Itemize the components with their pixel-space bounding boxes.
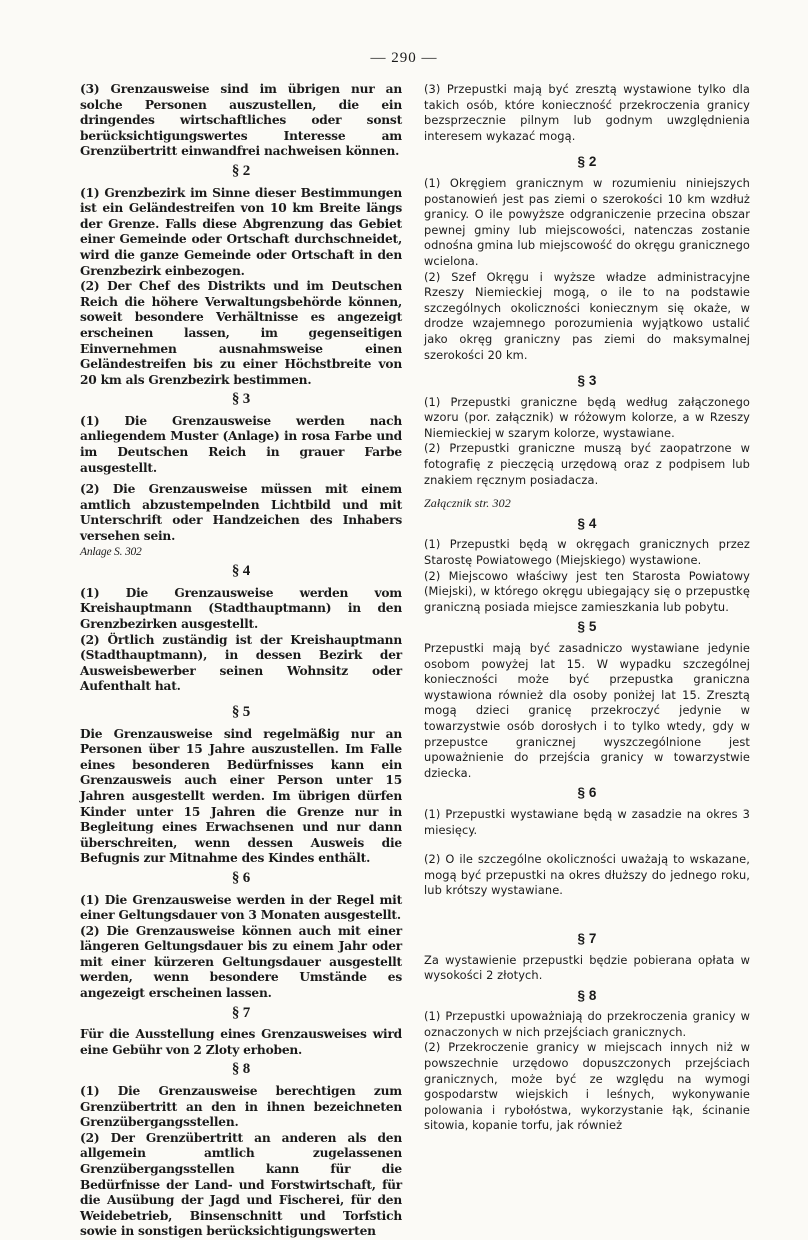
pl-section-6-heading: § 6 — [577, 785, 597, 801]
de-annex-reference: Anlage S. 302 — [80, 545, 142, 558]
pl-section-4-heading: § 4 — [577, 515, 597, 531]
de-section-5-heading: § 5 — [231, 703, 251, 720]
pl-s8-paragraph-1: (1) Przepustki upoważniają do przekroczenia granicy w oznaczonych w nich przejściach granicznych. — [424, 1009, 750, 1039]
de-section-8-heading: § 8 — [231, 1061, 251, 1078]
de-section-7-heading: § 7 — [231, 1004, 251, 1021]
de-s4-paragraph-1: (1) Die Grenzausweise werden vom Kreishauptmann (Stadthauptmann) in den Grenzbezirken ausgestellt. — [80, 585, 402, 631]
pl-section-7-heading: § 7 — [577, 930, 597, 946]
pl-s1-paragraph-3: (3) Przepustki mają być zresztą wystawione tylko dla takich osób, które konieczność przekroczenia granicy bezsprzecznie pilnym lub godnym uwzględnienia interesem wykazać mogą. — [424, 82, 750, 143]
pl-s3-paragraph-1: (1) Przepustki graniczne będą według załączonego wzoru (por. załącznik) w różowym kolorze, a w Rzeszy Niemieckiej w szarym kolorze, wystawiane. — [424, 394, 750, 440]
de-s5-paragraph-1: Die Grenzausweise sind regelmäßig nur an Personen über 15 Jahre auszustellen. Im Falle eines besonderen Bedürfnisses kann ein Grenzausweis auch einer Person unter 15 Jahren ausgestellt werden. Im übrigen dürfen Kinder unter 15 Jahren die Grenze nur in Begleitung eines Erwachsenen und nur dann überschreiten, wenn dessen Ausweis die Befugnis zur Mitnahme des Kindes enthält. — [80, 726, 402, 866]
german-column — [80, 82, 402, 1239]
polish-column — [424, 82, 750, 1172]
pl-s2-paragraph-2: (2) Szef Okręgu i wyższe władze administracyjne Rzeszy Niemieckiej mogą, o ile to na podstawie szczególnych okoliczności koniecznym się okaże, w drodze wzajemnego porozumienia wyjątkowo ustalić jako okręg graniczny pas ziemi do maksymalnej szerokości 20 km. — [424, 269, 750, 362]
pl-annex-reference: Załącznik str. 302 — [424, 496, 511, 511]
de-s8-paragraph-1: (1) Die Grenzausweise berechtigen zum Grenzübertritt an den in ihnen bezeichneten Grenzübergangsstellen. — [80, 1084, 402, 1130]
de-s7-paragraph-1: Für die Ausstellung eines Grenzausweises wird eine Gebühr von 2 Zloty erhoben. — [80, 1027, 402, 1057]
pl-s4-paragraph-1: (1) Przepustki będą w okręgach granicznych przez Starostę Powiatowego (Miejskiego) wystawione. — [424, 537, 750, 568]
pl-s6-paragraph-2: (2) O ile szczególne okoliczności uważają to wskazane, mogą być przepustki na okres dłuższy do jednego roku, lub krótszy wystawiane. — [424, 852, 750, 898]
pl-s2-paragraph-1: (1) Okręgiem granicznym w rozumieniu niniejszych postanowień jest pas ziemi o szerokości 10 km wzdłuż granicy. O ile powyższe odgraniczenie przecina obszar pewnej gminy lub miejscowości, natenczas zostanie odnośna gmina lub miejscowość do okręgu granicznego wcielona. — [424, 175, 750, 268]
de-s3-paragraph-2: (2) Die Grenzausweise müssen mit einem amtlich abzustempelnden Lichtbild und mit Unterschrift oder Handzeichen des Inhabers versehen sein. — [80, 482, 402, 544]
de-s6-paragraph-2: (2) Die Grenzausweise können auch mit einer längeren Geltungsdauer bis zu einem Jahr oder mit einer kürzeren Geltungsdauer ausgestellt werden, wenn besondere Umstände es angezeigt erscheinen lassen. — [80, 923, 402, 1001]
pl-s6-paragraph-1: (1) Przepustki wystawiane będą w zasadzie na okres 3 miesięcy. — [424, 806, 750, 837]
de-s8-paragraph-2: (2) Der Grenzübertritt an anderen als den allgemein amtlich zugelassenen Grenzübergangsstellen kann für die Bedürfnisse der Land- und Forstwirtschaft, für die Ausübung der Jagd und Fischerei, für den Weidebetrieb, Binsenschnitt und Torfstich sowie in sonstigen berücksichtigungswerten — [80, 1130, 402, 1239]
de-s1-paragraph-3: (3) Grenzausweise sind im übrigen nur an solche Personen auszustellen, die ein dringendes wirtschaftliches oder sonst berücksichtigungswertes Interesse am Grenzübertritt einwandfrei nachweisen können. — [80, 82, 402, 159]
de-section-3-heading: § 3 — [231, 391, 251, 408]
de-s2-paragraph-1: (1) Grenzbezirk im Sinne dieser Bestimmungen ist ein Geländestreifen von 10 km Breite längs der Grenze. Falls diese Abgrenzung das Gebiet einer Gemeinde oder Ortschaft durchschneidet, wird die ganze Gemeinde oder Ortschaft in den Grenzbezirk einbezogen. — [80, 185, 402, 278]
de-s3-paragraph-1: (1) Die Grenzausweise werden nach anliegendem Muster (Anlage) in rosa Farbe und im Deutschen Reich in grauer Farbe ausgestellt. — [80, 413, 402, 475]
de-section-6-heading: § 6 — [231, 869, 251, 886]
pl-section-5-heading: § 5 — [577, 619, 597, 635]
pl-s8-paragraph-2: (2) Przekroczenie granicy w miejscach innych niż w powszechnie urzędowo dopuszczonych przejściach granicznych, może być ze względu na wymogi gospodarstw wiejskich i leśnych, wykonywanie polowania i rybołóstwa, wykorzystanie łąk, ścinanie sitowia, kopanie torfu, jak również — [424, 1040, 750, 1133]
de-section-2-heading: § 2 — [231, 162, 251, 179]
page-number: — 290 — — [370, 50, 438, 66]
pl-s4-paragraph-2: (2) Miejscowo właściwy jest ten Starosta Powiatowy (Miejski), w którego okręgu ubiegający się o przepustkę graniczną posiada miejsce zamieszkania lub pobytu. — [424, 568, 750, 614]
pl-s3-paragraph-2: (2) Przepustki graniczne muszą być zaopatrzone w fotografię z pieczęcią urzędową oraz z podpisem lub znakiem ręcznym posiadacza. — [424, 441, 750, 487]
de-section-4-heading: § 4 — [231, 563, 251, 580]
pl-section-3-heading: § 3 — [577, 373, 597, 389]
pl-section-2-heading: § 2 — [577, 154, 597, 170]
de-s6-paragraph-1: (1) Die Grenzausweise werden in der Regel mit einer Geltungsdauer von 3 Monaten ausgestellt. — [80, 892, 402, 923]
de-s4-paragraph-2: (2) Örtlich zuständig ist der Kreishauptmann (Stadthauptmann), in dessen Bezirk der Ausweisbewerber seinen Wohnsitz oder Aufenthalt hat. — [80, 632, 402, 694]
de-s2-paragraph-2: (2) Der Chef des Distrikts und im Deutschen Reich die höhere Verwaltungsbehörde können, soweit besondere Verhältnisse es angezeigt erscheinen lassen, im gegenseitigen Einvernehmen ausnahmsweise einen Geländestreifen bis zu einer Höchstbreite von 20 km als Grenzbezirk bestimmen. — [80, 279, 402, 387]
pl-s5-paragraph-1: Przepustki mają być zasadniczo wystawiane jedynie osobom powyżej lat 15. W wypadku szczególnej konieczności może być przepustka graniczna wystawiona również dla osoby poniżej lat 15. Zresztą mogą dzieci granicę przekroczyć jedynie w towarzystwie osób dorosłych i to tylko wtedy, gdy w przepustce granicznej wyszczególnione jest upoważnienie do przejścia granicy w towarzystwie dziecka. — [424, 641, 750, 780]
pl-section-8-heading: § 8 — [577, 987, 597, 1003]
pl-s7-paragraph-1: Za wystawienie przepustki będzie pobierana opłata w wysokości 2 złotych. — [424, 952, 750, 983]
